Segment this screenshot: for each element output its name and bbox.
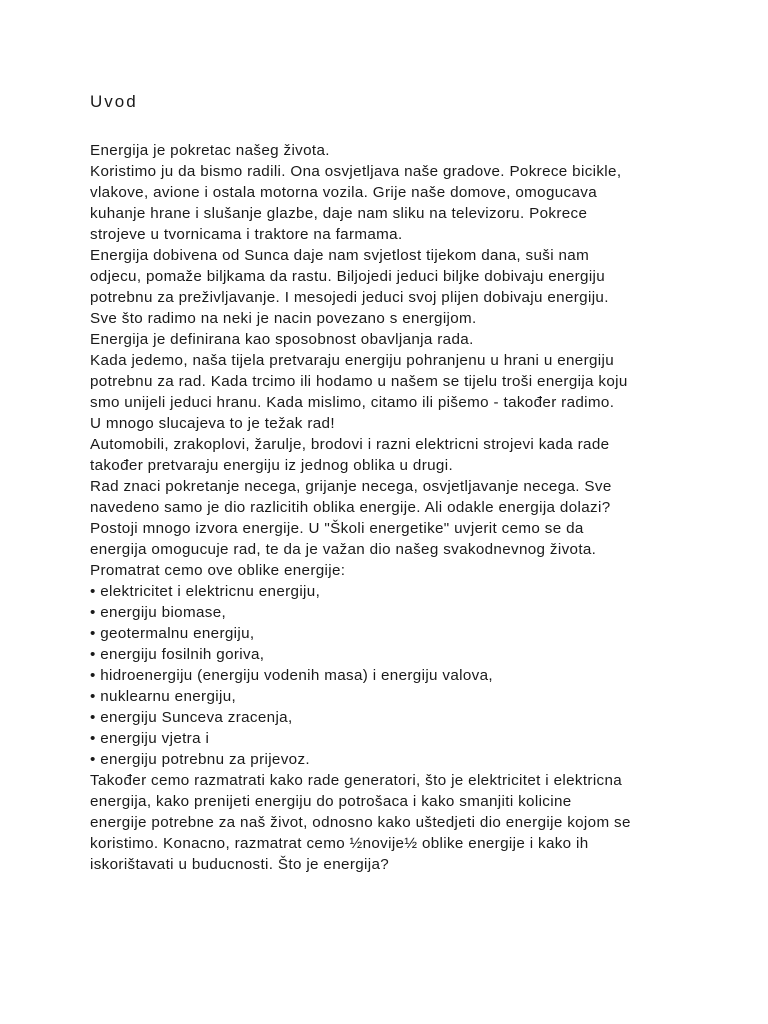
text-line: Također cemo razmatrati kako rade generatori, što je elektricitet i elektricna	[90, 772, 623, 789]
text-line: energija omogucuje rad, te da je važan dio našeg svakodnevnog života.	[90, 541, 597, 558]
text-line: Energija je definirana kao sposobnost obavljanja rada.	[90, 331, 474, 348]
text-line: Postoji mnogo izvora energije. U "Školi energetike" uvjerit cemo se da	[90, 520, 584, 537]
text-line: strojeve u tvornicama i traktore na farmama.	[90, 226, 403, 243]
text-line: • elektricitet i elektricnu energiju,	[90, 583, 321, 600]
text-line: energija, kako prenijeti energiju do potrošaca i kako smanjiti kolicine	[90, 793, 572, 810]
text-line: energije potrebne za naš život, odnosno kako uštedjeti dio energije kojom se	[90, 814, 631, 831]
text-line: Automobili, zrakoplovi, žarulje, brodovi i razni elektricni strojevi kada rade	[90, 436, 610, 453]
text-line: također pretvaraju energiju iz jednog oblika u drugi.	[90, 457, 454, 474]
text-line: Koristimo ju da bismo radili. Ona osvjetljava naše gradove. Pokrece bicikle,	[90, 163, 622, 180]
text-line: Energija je pokretac našeg života.	[90, 142, 330, 159]
text-line: • geotermalnu energiju,	[90, 625, 255, 642]
text-line: Sve što radimo na neki je nacin povezano s energijom.	[90, 310, 477, 327]
text-line: • energiju biomase,	[90, 604, 227, 621]
text-line: Energija dobivena od Sunca daje nam svjetlost tijekom dana, suši nam	[90, 247, 590, 264]
text-line: koristimo. Konacno, razmatrat cemo ½novije½ oblike energije i kako ih	[90, 835, 589, 852]
body-text	[90, 140, 730, 875]
text-line: kuhanje hrane i slušanje glazbe, daje nam sliku na televizoru. Pokrece	[90, 205, 588, 222]
text-line: Promatrat cemo ove oblike energije:	[90, 562, 346, 579]
text-line: • energiju fosilnih goriva,	[90, 646, 265, 663]
text-line: smo unijeli jeduci hranu. Kada mislimo, citamo ili pišemo - također radimo.	[90, 394, 615, 411]
text-line: • nuklearnu energiju,	[90, 688, 237, 705]
text-line: • energiju potrebnu za prijevoz.	[90, 751, 310, 768]
document-page	[90, 90, 730, 875]
text-line: U mnogo slucajeva to je težak rad!	[90, 415, 335, 432]
text-line: • energiju vjetra i	[90, 730, 210, 747]
text-line: odjecu, pomaže biljkama da rastu. Biljojedi jeduci biljke dobivaju energiju	[90, 268, 606, 285]
text-line: potrebnu za rad. Kada trcimo ili hodamo u našem se tijelu troši energija koju	[90, 373, 628, 390]
text-line: potrebnu za preživljavanje. I mesojedi jeduci svoj plijen dobivaju energiju.	[90, 289, 609, 306]
text-line: • hidroenergiju (energiju vodenih masa) i energiju valova,	[90, 667, 493, 684]
text-line: Rad znaci pokretanje necega, grijanje necega, osvjetljavanje necega. Sve	[90, 478, 612, 495]
text-line: vlakove, avione i ostala motorna vozila. Grije naše domove, omogucava	[90, 184, 598, 201]
text-line: • energiju Sunceva zracenja,	[90, 709, 293, 726]
section-title: Uvod	[90, 92, 138, 111]
text-line: iskorištavati u buducnosti. Što je energija?	[90, 856, 390, 873]
text-line: navedeno samo je dio razlicitih oblika energije. Ali odakle energija dolazi?	[90, 499, 611, 516]
text-line: Kada jedemo, naša tijela pretvaraju energiju pohranjenu u hrani u energiju	[90, 352, 615, 369]
